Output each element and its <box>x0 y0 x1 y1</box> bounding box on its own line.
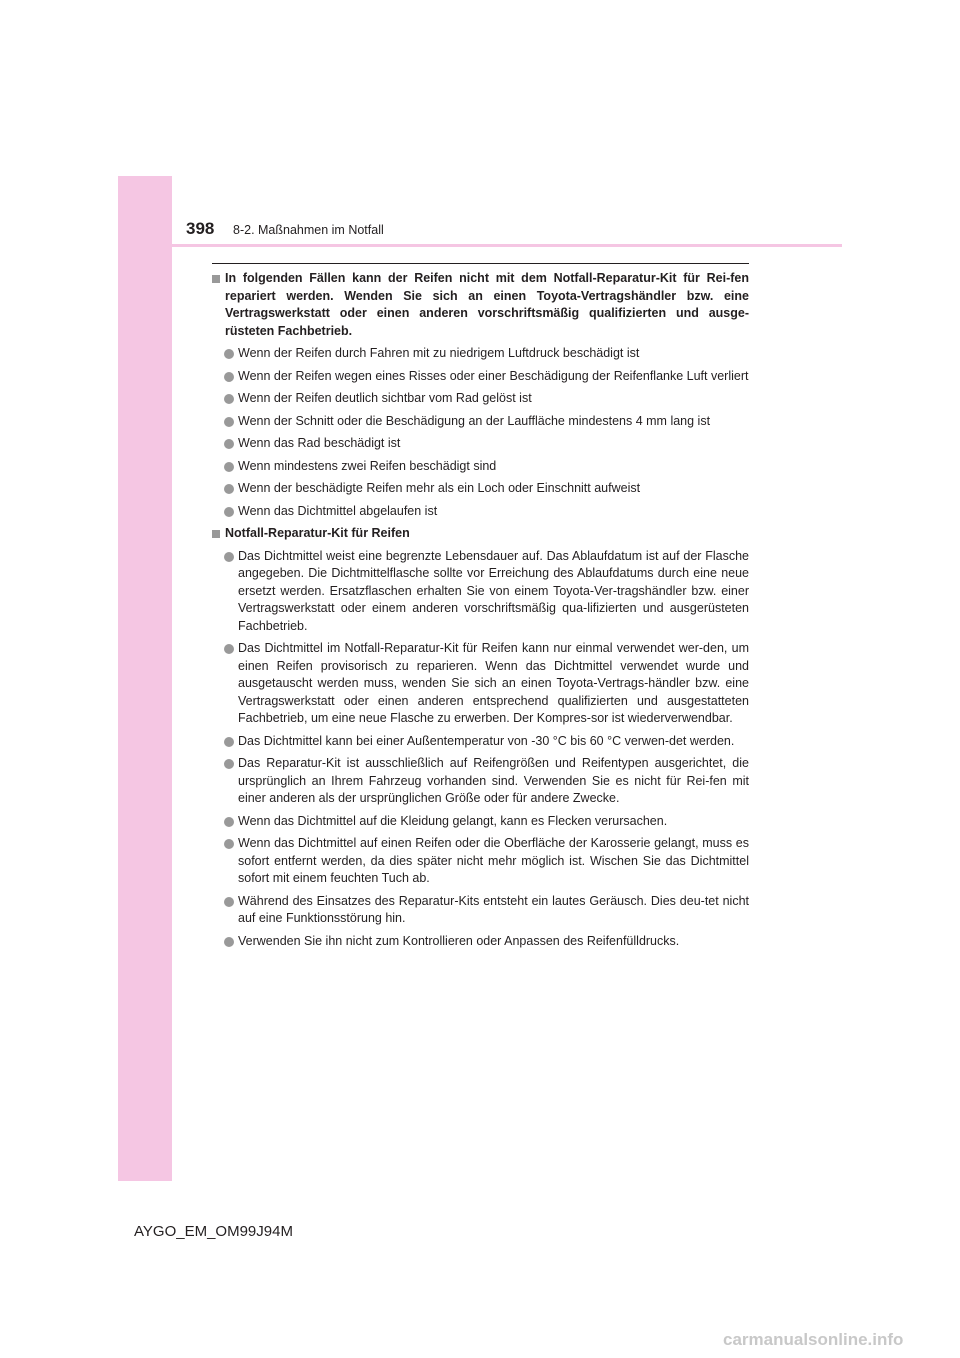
list-item <box>212 390 749 408</box>
chapter-sidebar-tab <box>118 176 172 1181</box>
list-item <box>212 640 749 728</box>
list-item <box>212 480 749 498</box>
list-item <box>212 893 749 928</box>
circle-bullet-icon <box>224 394 234 404</box>
circle-bullet-icon <box>224 372 234 382</box>
section-heading <box>212 270 749 340</box>
list-item <box>212 435 749 453</box>
circle-bullet-icon <box>224 349 234 359</box>
circle-bullet-icon <box>224 439 234 449</box>
square-bullet-icon <box>212 530 220 538</box>
list-item <box>212 368 749 386</box>
list-item <box>212 345 749 363</box>
circle-bullet-icon <box>224 417 234 427</box>
list-item-text: Verwenden Sie ihn nicht zum Kontrollieren oder Anpassen des Reifenfülldrucks. <box>238 933 680 948</box>
circle-bullet-icon <box>224 644 234 654</box>
circle-bullet-icon <box>224 737 234 747</box>
list-item <box>212 733 749 751</box>
list-item-text: Das Reparatur-Kit ist ausschließlich auf Reifengrößen und Reifentypen ausgerichtet, die ursprünglich an Ihrem Fahrzeug vorhanden sind. Verwenden Sie es nicht für Rei-fen mit einer anderen als der ursprünglichen Größe oder für andere Zwecke. <box>238 756 749 805</box>
circle-bullet-icon <box>224 937 234 947</box>
list-item-text: Wenn der Reifen wegen eines Risses oder einer Beschädigung der Reifenflanke Luft verliert <box>238 368 749 383</box>
list-item-text: Das Dichtmittel kann bei einer Außentemperatur von -30 °C bis 60 °C verwen-det werden. <box>238 733 735 748</box>
list-item <box>212 548 749 636</box>
circle-bullet-icon <box>224 484 234 494</box>
watermark: carmanualsonline.info <box>723 1330 904 1349</box>
list-item <box>212 413 749 431</box>
list-item-text: Das Dichtmittel weist eine begrenzte Lebensdauer auf. Das Ablaufdatum ist auf der Flasche angegeben. Die Dichtmittelflasche sollte vor Erreichung des Ablaufdatums durch eine neue ersetzt werden. Ersatzflaschen erhalten Sie von einem Toyota-Ver-tragshändler bzw. einer Vertragswerkstatt oder einem anderen vorschriftsmäßig qua-lifizierten und ausgerüsteten Fachbetrieb. <box>238 548 749 633</box>
main-content <box>212 268 749 950</box>
section-heading-text: In folgenden Fällen kann der Reifen nicht mit dem Notfall-Reparatur-Kit für Rei-fen repariert werden. Wenden Sie sich an einen Toyota-Vertragshändler bzw. eine Vertragswerkstatt oder einen anderen vorschriftsmäßig qualifizierten und ausge-rüsteten Fachbetrieb. <box>225 271 749 338</box>
list-item-text: Wenn der Reifen durch Fahren mit zu niedrigem Luftdruck beschädigt ist <box>238 346 640 360</box>
square-bullet-icon <box>212 275 220 283</box>
list-item-text: Wenn der beschädigte Reifen mehr als ein Loch oder Einschnitt aufweist <box>238 481 641 495</box>
content-divider <box>212 263 749 264</box>
list-item <box>212 503 749 521</box>
list-item-text: Während des Einsatzes des Reparatur-Kits entsteht ein lautes Geräusch. Dies deu-tet nicht auf eine Funktionsstörung hin. <box>238 893 749 925</box>
section-heading <box>212 525 749 543</box>
circle-bullet-icon <box>224 897 234 907</box>
page-number: 398 <box>186 219 215 238</box>
circle-bullet-icon <box>224 817 234 827</box>
list-item <box>212 933 749 951</box>
list-item <box>212 835 749 888</box>
circle-bullet-icon <box>224 507 234 517</box>
circle-bullet-icon <box>224 839 234 849</box>
list-item-text: Wenn das Dichtmittel auf einen Reifen oder die Oberfläche der Karosserie gelangt, muss es sofort entfernt werden, da dies später nicht mehr möglich ist. Wischen Sie das Dichtmittel sofort mit einem feuchten Tuch ab. <box>238 836 749 885</box>
list-item <box>212 813 749 831</box>
document-code: AYGO_EM_OM99J94M <box>134 1223 293 1240</box>
circle-bullet-icon <box>224 462 234 472</box>
section-title: 8-2. Maßnahmen im Notfall <box>233 223 384 237</box>
circle-bullet-icon <box>224 759 234 769</box>
list-item-text: Wenn das Dichtmittel auf die Kleidung gelangt, kann es Flecken verursachen. <box>238 813 668 828</box>
list-item-text: Wenn der Reifen deutlich sichtbar vom Rad gelöst ist <box>238 391 532 405</box>
section-heading-text: Notfall-Reparatur-Kit für Reifen <box>225 526 410 540</box>
list-item-text: Wenn das Rad beschädigt ist <box>238 436 401 450</box>
circle-bullet-icon <box>224 552 234 562</box>
list-item-text: Das Dichtmittel im Notfall-Reparatur-Kit für Reifen kann nur einmal verwendet wer-den, um einen Reifen provisorisch zu reparieren. Wenn das Dichtmittel verwendet wurde und ausgetauscht werden muss, wenden Sie sich an einen Toyota-Vertrags-händler bzw. eine Vertragswerkstatt oder einen anderen entsprechend qualifizierten und ausgestatteten Fachbetrieb, um eine neue Flasche zu erwerben. Der Kompres-sor ist wiederverwendbar. <box>238 641 749 725</box>
list-item <box>212 458 749 476</box>
list-item-text: Wenn der Schnitt oder die Beschädigung an der Lauffläche mindestens 4 mm lang ist <box>238 413 711 428</box>
list-item-text: Wenn das Dichtmittel abgelaufen ist <box>238 503 438 518</box>
list-item <box>212 755 749 808</box>
list-item-text: Wenn mindestens zwei Reifen beschädigt sind <box>238 458 497 473</box>
header-divider <box>172 244 842 247</box>
